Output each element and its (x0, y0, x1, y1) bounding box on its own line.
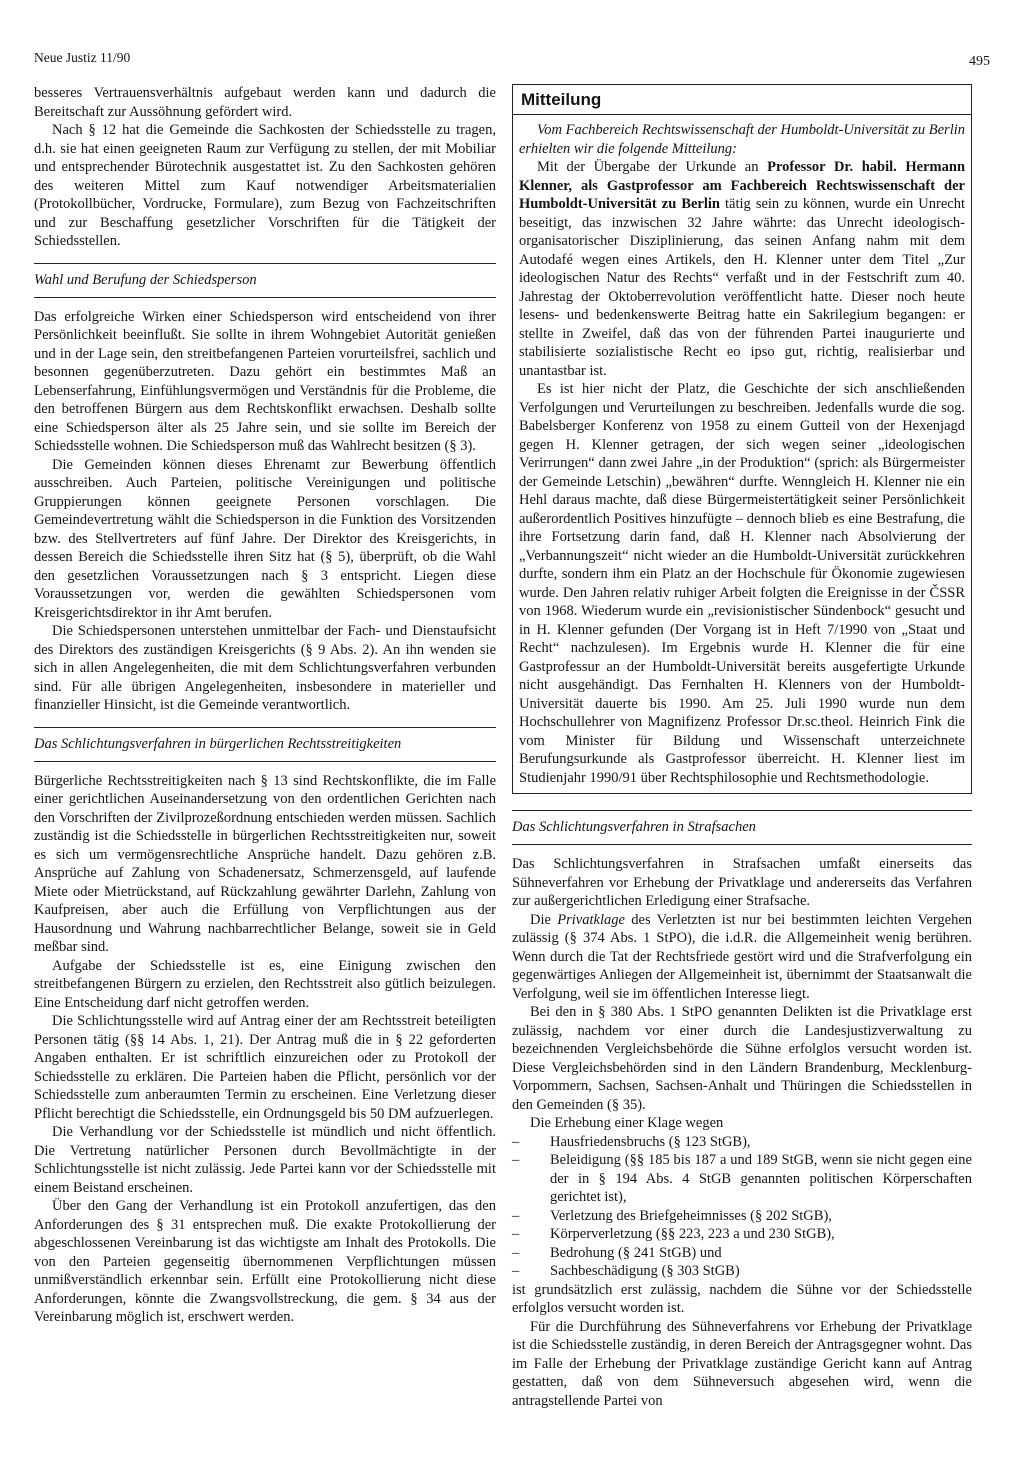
paragraph: Aufgabe der Schiedsstelle ist es, eine Einigung zwischen den streitbefangenen Bürgern zu erzielen, den Rechtsstreit also gütlich beizulegen. Eine Entscheidung darf nicht getroffen werden. (34, 957, 496, 1011)
paragraph: Das Schlichtungsverfahren in Strafsachen umfaßt einerseits das Sühneverfahren vor Erhebung der Privatklage und andererseits das Verfahren zur außergerichtlichen Erledigung einer Strafsache. (512, 856, 972, 909)
paragraph: Das erfolgreiche Wirken einer Schiedsperson wird entscheidend von ihrer Persönlichkeit beeinflußt. Sie sollte in ihrem Wohngebiet Autorität genießen und in der Lage sein, den streitbefangenen Parteien vorurteilsfrei, sachlich und besonnen gegenüberzutreten. Dazu gehört ein bestimmtes Maß an Lebenserfahrung, Einfühlungsvermögen und Verständnis für die Probleme, die den betroffenen Bürgern aus dem Rechtskonflikt erwachsen. Deshalb sollte eine Schiedsperson älter als 25 Jahre sein, und sie sollte im Bereich der Schiedsstelle wohnen. Die Schiedsperson muß das Wahlrecht besitzen (§ 3). (34, 308, 496, 454)
section-heading-text: Wahl und Berufung der Schiedsperson (34, 271, 257, 288)
running-head: Neue Justiz 11/90 (34, 50, 131, 65)
list-item: – Beleidigung (§§ 185 bis 187 a und 189 StGB, wenn sie nicht gegen eine der in § 194 Abs. 4 StGB genannten politischen Körperschaften gerichtet ist), (512, 1151, 972, 1207)
section-heading-text: Das Schlichtungsverfahren in Strafsachen (512, 819, 756, 835)
paragraph: Die Erhebung einer Klage wegen (530, 1115, 724, 1131)
notice-box (512, 84, 972, 794)
italic-text: Privatklage (557, 911, 625, 928)
paragraph: ist grundsätzlich erst zulässig, nachdem die Sühne vor der Schiedsstelle erfolglos versucht worden ist. (512, 1281, 972, 1316)
section-heading (34, 263, 496, 298)
paragraph (513, 158, 971, 380)
list-item: – Sachbeschädigung (§ 303 StGB) (512, 1262, 972, 1281)
list-item: – Bedrohung (§ 241 StGB) und (512, 1244, 972, 1263)
paragraph: Die Schlichtungsstelle wird auf Antrag einer der am Rechtsstreit beteiligten Personen tätig (§§ 14 Abs. 1, 21). Der Antrag muß die in § 22 geforderten Angaben enthalten. Er ist schriftlich einzureichen oder zu Protokoll der Schiedsstelle zu erklären. Die Parteien haben die Pflicht, persönlich vor der Schiedsstelle zum anberaumten Termin zu erscheinen. Eine Verletzung dieser Pflicht berechtigt die Schiedsstelle, ein Ordnungsgeld bis 50 DM aufzuerlegen. (34, 1013, 496, 1122)
section-heading-text: Das Schlichtungsverfahren in bürgerlichen Rechtsstreitigkeiten (34, 735, 402, 752)
paragraph: Über den Gang der Verhandlung ist ein Protokoll anzufertigen, das den Anforderungen des § 31 entsprechen muß. Die exakte Protokollierung der abgeschlossenen Vereinbarung ist das wichtigste am Inhalt des Protokolls. Die von den Parteien gegenseitig übernommenen Verpflichtungen müssen unmißverständlich erkennbar sein. Erfüllt eine Protokollierung nicht diese Anforderungen, könnte die Zwangsvollstreckung, die gem. § 34 aus der Vereinbarung möglich ist, erschwert werden. (34, 1198, 496, 1325)
list-item: – Hausfriedensbruchs (§ 123 StGB), (512, 1133, 972, 1152)
page-number: 495 (969, 54, 990, 69)
bold-text: Professor Dr. habil. Hermann Klenner, als Gastprofessor am Fachbereich Rechtswissenschaft der Humboldt-Universität zu Berlin (519, 159, 966, 212)
paragraph: Die Verhandlung vor der Schiedsstelle ist mündlich und nicht öffentlich. Die Vertretung natürlicher Personen durch Bevollmächtigte in der Schlichtungsstelle ist nicht zulässig. Jede Partei kann vor der Schiedsstelle mit einem Beistand erscheinen. (34, 1124, 496, 1196)
paragraph: Für die Durchführung des Sühneverfahrens vor Erhebung der Privatklage ist die Schiedsstelle zuständig, in deren Bereich der Antragsgegner wohnt. Das im Falle der Erhebung der Privatklage zuständige Gericht kann auf Antrag gestatten, daß von dem Sühneversuch abgesehen wird, wenn die antragstellende Partei von (512, 1318, 972, 1409)
text-run: des Verletzten ist nur bei bestimmten leichten Vergehen zulässig (§ 374 Abs. 1 StPO), die i.d.R. die Allgemeinheit wenig berühren. Wenn durch die Tat der Rechtsfriede gestört wird und die Strafverfolgung ein gegenwärtiges Anliegen der Allgemeinheit ist, übernimmt der Staatsanwalt die Verfolgung, weil sie im öffentlichen Interesse liegt. (512, 911, 973, 1002)
left-column (34, 84, 496, 1327)
paragraph: Bei den in § 380 Abs. 1 StPO genannten Delikten ist die Privatklage erst zulässig, nachdem vor einer durch die Landesjustizverwaltung zu bezeichnenden Vergleichsbehörde die Sühne erfolglos versucht worden ist. Diese Vergleichsbehörden sind in den Ländern Brandenburg, Mecklenburg-Vorpommern, Sachsen, Sachsen-Anhalt und Thüringen die Schiedsstellen in den Gemeinden (§ 35). (512, 1004, 972, 1113)
text-run: tätig sein zu können, wurde ein Unrecht beseitigt, das inzwischen 32 Jahre währte: das Unrecht ideologisch-organisatorischer Disziplinierung, das seinen Anfang nahm mit dem Autodafé wegen eines Artikels, den H. Klenner unter dem Titel „Zur ideologischen Natur des Rechts“ verfaßt und in der Festschrift zum 40. Jahrestag der Oktoberrevolution veröffentlicht hatte. Dieser noch heute lesens- und bedenkenswerte Beitrag hatte ein Sakrilegium begangen: er stellte in Zweifel, daß das von der führenden Partei inaugurierte und stabilisierte sozialistische Recht eo ipso gut, richtig, realisierbar und unantastbar ist. (519, 196, 965, 379)
right-column (512, 84, 972, 1410)
notice-title: Mitteilung (513, 85, 971, 115)
paragraph: Die Gemeinden können dieses Ehrenamt zur Bewerbung öffentlich ausschreiben. Auch Parteien, politische Vereinigungen und politische Gruppierungen können geeignete Personen vorschlagen. Die Gemeindevertretung wählt die Schiedsperson in die Funktion des Vorsitzenden bzw. des Stellvertreters auf fünf Jahre. Der Direktor des Kreisgerichts, in dessen Bereich die Schiedsstelle ihren Sitz hat (§ 5), überprüft, ob die Wahl den gesetzlichen Voraussetzungen nach § 3 entspricht. Liegen diese Voraussetzungen vor, werden die gewählten Schiedspersonen vom Kreisgerichtsdirektor in ihr Amt berufen. (34, 456, 496, 621)
text-run: Mit der Übergabe der Urkunde an (537, 159, 768, 175)
paragraph: Nach § 12 hat die Gemeinde die Sachkosten der Schiedsstelle zu tragen, d.h. sie hat einen geeigneten Raum zur Verfügung zu stellen, der mit Mobiliar und entsprechender Bürotechnik ausgestattet ist. Zu den Sachkosten gehören des weiteren Mittel zum Kauf notwendiger Arbeitsmaterialien (Protokollbücher, Vordrucke, Formulare), zum Bezug von Fachzeitschriften und zur Beschaffung gesetzlicher Vorschriften für die Tätigkeit der Schiedsstellen. (34, 122, 496, 249)
text-run: Die (530, 911, 558, 928)
section-heading (34, 727, 496, 762)
offence-list (512, 1133, 972, 1281)
list-item: – Verletzung des Briefgeheimnisses (§ 202 StGB), (512, 1207, 972, 1226)
paragraph: besseres Vertrauensverhältnis aufgebaut werden kann und dadurch die Bereitschaft zur Aussöhnung gefördert wird. (34, 85, 496, 120)
paragraph: Die Schiedspersonen unterstehen unmittelbar der Fach- und Dienstaufsicht des Direktors des zuständigen Kreisgerichts (§ 9 Abs. 2). An ihn wenden sie sich in allen Angelegenheiten, die mit dem Schlichtungsverfahren verbunden sind. Für alle übrigen Angelegenheiten, insbesondere in materieller und finanzieller Hinsicht, ist die Gemeinde verantwortlich. (34, 623, 496, 713)
paragraph (512, 911, 972, 1004)
paragraph: Bürgerliche Rechtsstreitigkeiten nach § 13 sind Rechtskonflikte, die im Falle einer gerichtlichen Auseinandersetzung von den ordentlichen Gerichten nach den Vorschriften der Zivilprozeßordnung entschieden werden müssen. Sachlich zuständig ist die Schiedsstelle in bürgerlichen Rechtsstreitigkeiten nur, soweit es sich um vermögensrechtliche Ansprüche handelt. Dazu gehören z.B. Ansprüche auf Zahlung von Schadenersatz, Schmerzensgeld, auf laufende Miete oder Mietrückstand, auf Rückzahlung gewährter Darlehn, Zahlung von Kaufpreisen, aber auch die Erfüllung von Verpflichtungen aus der Hausordnung und Wahrung nachbarrechtlicher Belange, soweit sie in Geld meßbar sind. (34, 772, 496, 955)
section-heading (512, 810, 972, 845)
notice-intro: Vom Fachbereich Rechtswissenschaft der Humboldt-Universität zu Berlin erhielten wir die folgende Mitteilung: (519, 122, 965, 157)
paragraph: Es ist hier nicht der Platz, die Geschichte der sich anschließenden Verfolgungen und Verurteilungen zu beschreiben. Jedenfalls wurde die sog. Babelsberger Konferenz von 1958 zu einem Gutteil von der Hexenjagd gegen H. Klenner getragen, der sich wegen seiner „ideologischen Verirrungen“ dann zwei Jahre „in der Produktion“ (sprich: als Bürgermeister der Gemeinde Letschin) „bewähren“ durfte. Wenngleich H. Klenner nie ein Hehl daraus machte, daß diese Bürgermeistertätigkeit seiner Persönlichkeit außerordentlich Positives hinzufügte – dennoch blieb es eine Bestrafung, die ihre Fortsetzung darin fand, daß H. Klenner nach Absolvierung der „Verbannungszeit“ nicht wieder an die Humboldt-Universität zurückkehren durfte, sondern ihm ein Platz an der Hochschule für Ökonomie zugewiesen wurde. Den Jahren relativ ruhiger Arbeit folgten die Ereignisse in der ČSSR von 1968. Wiederum wurde ein „revisionistischer Sündenbock“ gesucht und in H. Klenner gefunden (Der Vorgang ist in Heft 7/1990 von „Staat und Recht“ nachzulesen). Im Ergebnis wurde H. Klenner die für eine Gastprofessur an der Humboldt-Universität bereits ausgefertigte Urkunde nicht ausgehändigt. Das Fernhalten H. Klenners von der Humboldt-Universität dauerte bis 1990. Am 25. Juli 1990 wurde nun dem Hochschullehrer von Magnifizenz Professor Dr.sc.theol. Heinrich Fink die vom Minister für Bildung und Wissenschaft unterzeichnete Berufungsurkunde als Gastprofessor überreicht. H. Klenner liest im Studienjahr 1990/91 über Rechtsphilosophie und Rechtsmethodologie. (519, 381, 965, 786)
list-item: – Körperverletzung (§§ 223, 223 a und 230 StGB), (512, 1225, 972, 1244)
